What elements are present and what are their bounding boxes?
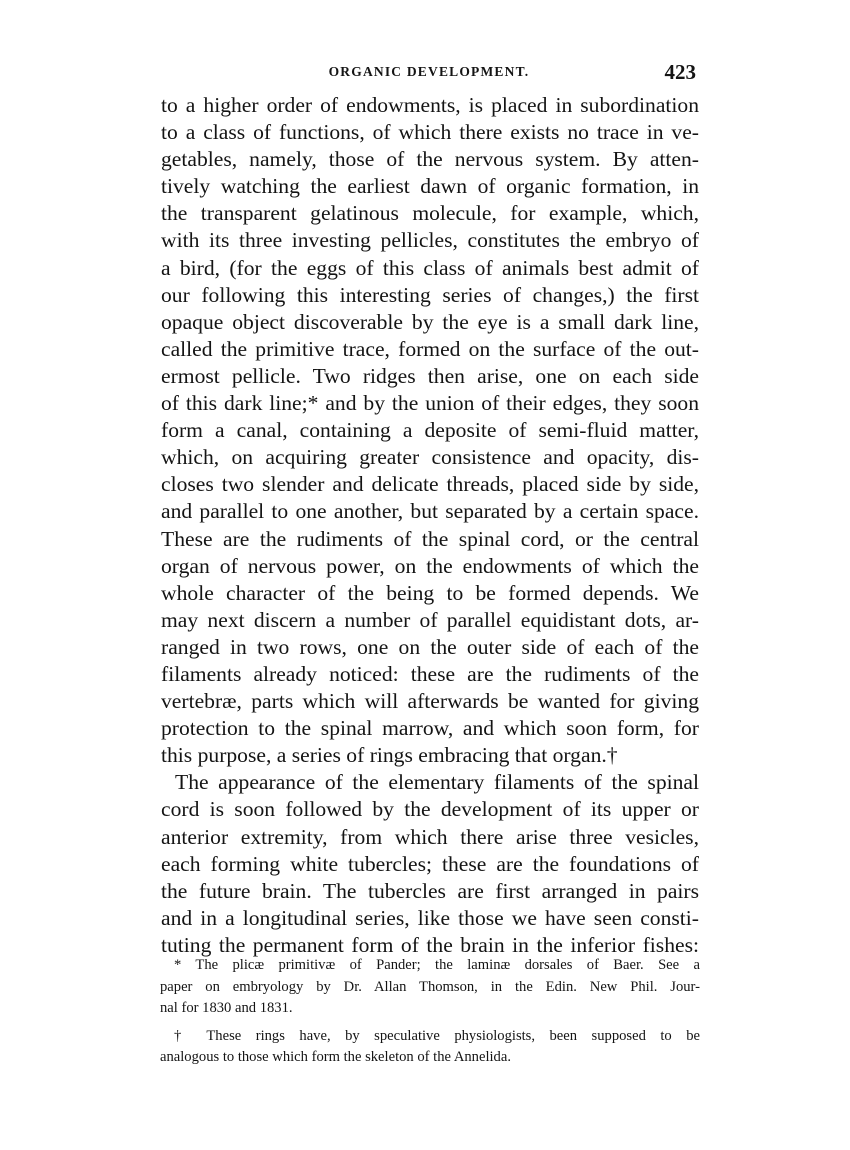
text-line: anterior extremity, from which there arise three vesicles, [161, 824, 699, 849]
text-line: protection to the spinal marrow, and which soon form, for [161, 716, 699, 741]
footnote-line: nal for 1830 and 1831. [160, 1000, 293, 1017]
text-line: opaque object discoverable by the eye is a small dark line, [161, 309, 699, 334]
text-line: to a higher order of endowments, is placed in subordination [161, 93, 699, 117]
text-line: the future brain. The tubercles are first arranged in pairs [161, 878, 699, 903]
text-line: called the primitive trace, formed on the surface of the out- [161, 336, 699, 361]
text-line: ermost pellicle. Two ridges then arise, one on each side [161, 363, 699, 388]
body-text [161, 92, 699, 959]
text-line: the transparent gelatinous molecule, for example, which, [161, 201, 699, 226]
text-line: vertebræ, parts which will afterwards be wanted for giving [161, 689, 699, 714]
text-line: closes two slender and delicate threads, placed side by side, [161, 472, 699, 497]
text-line: with its three investing pellicles, constitutes the embryo of [161, 228, 699, 253]
paragraph-end-line: this purpose, a series of rings embracing that organ.† [161, 743, 618, 768]
footnote-line: * The plicæ primitivæ of Pander; the laminæ dorsales of Baer. See a [174, 957, 700, 973]
footnote-line: † These rings have, by speculative physiologists, been supposed to be [174, 1027, 700, 1044]
footnote-line: analogous to those which form the skeleton of the Annelida. [160, 1049, 511, 1066]
text-line: ranged in two rows, one on the outer side of each of the [161, 634, 699, 659]
text-line: and parallel to one another, but separated by a certain space. [161, 499, 699, 524]
text-line: each forming white tubercles; these are the foundations of [161, 851, 699, 876]
text-line: filaments already noticed: these are the rudiments of the [161, 661, 699, 686]
footnote-rings [160, 1026, 700, 1069]
text-line: our following this interesting series of changes,) the first [161, 282, 699, 307]
text-line: form a canal, containing a deposite of semi-fluid matter, [161, 418, 699, 443]
footnote-primitive-trace [160, 955, 700, 1020]
text-line: cord is soon followed by the development of its upper or [161, 797, 699, 822]
text-line: tuting the permanent form of the brain in the inferior fishes: [161, 932, 699, 957]
paragraph-start-line: The appearance of the elementary filaments of the spinal [175, 770, 699, 795]
footnote-line: paper on embryology by Dr. Allan Thomson, in the Edin. New Phil. Jour- [160, 978, 700, 995]
page-number: 423 [664, 60, 696, 84]
text-line: of this dark line;* and by the union of their edges, they soon [161, 391, 699, 416]
text-line: which, on acquiring greater consistence and opacity, dis- [161, 445, 699, 470]
text-line: and in a longitudinal series, like those we have seen consti- [161, 905, 699, 930]
running-head [160, 58, 698, 86]
text-line: getables, namely, those of the nervous system. By atten- [161, 147, 699, 172]
text-line: to a class of functions, of which there exists no trace in ve- [161, 120, 699, 145]
text-line: tively watching the earliest dawn of organic formation, in [161, 174, 699, 199]
text-line: a bird, (for the eggs of this class of animals best admit of [161, 255, 699, 280]
text-line: These are the rudiments of the spinal cord, or the central [161, 526, 699, 551]
footnotes [160, 955, 700, 1069]
text-line: may next discern a number of parallel equidistant dots, ar- [161, 607, 699, 632]
text-line: organ of nervous power, on the endowments of which the [161, 553, 699, 578]
running-title: ORGANIC DEVELOPMENT. [328, 64, 530, 79]
text-line: whole character of the being to be formed depends. We [161, 580, 699, 605]
